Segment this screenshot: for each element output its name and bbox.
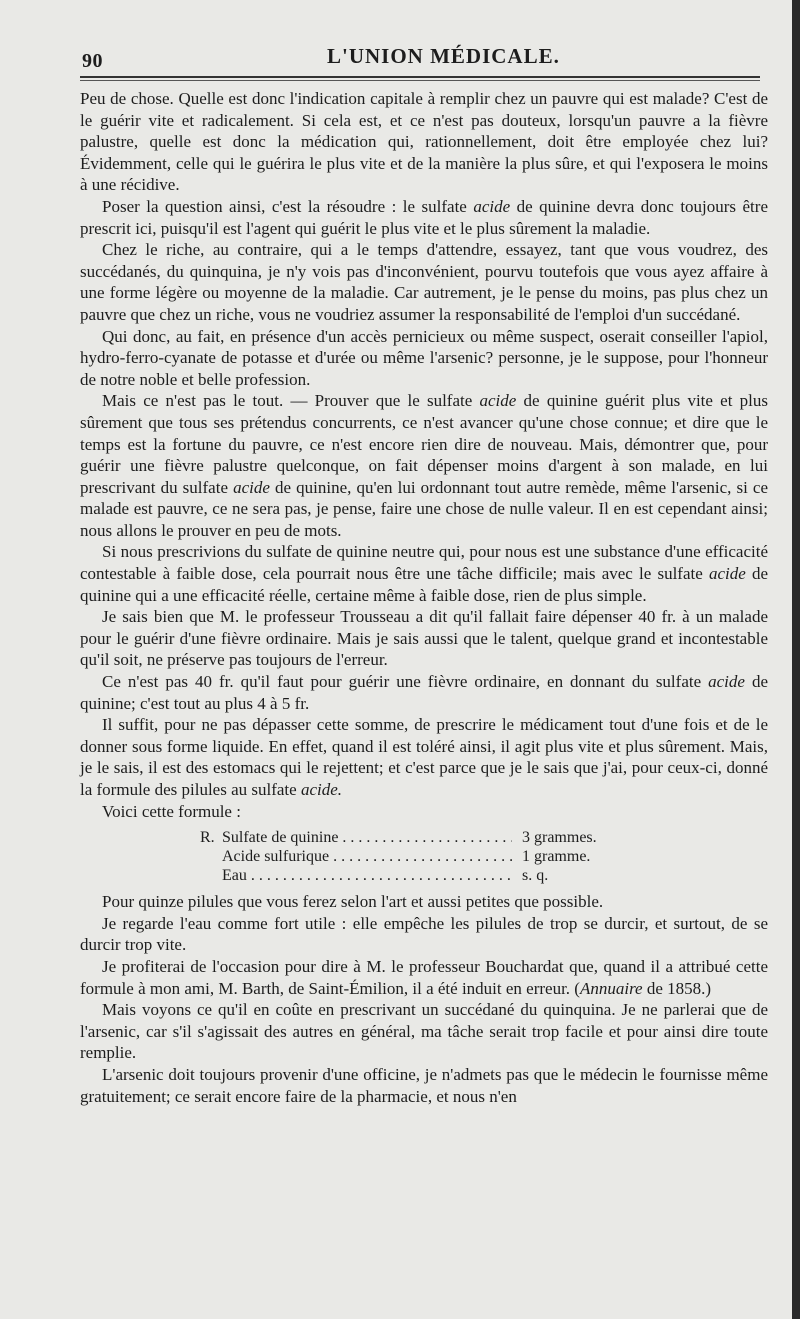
paragraph-7: Je sais bien que M. le professeur Trousseau a dit qu'il fallait faire dépenser 40 fr. à un malade pour le guérir d'une fièvre ordinaire. Mais je sais aussi que le talent, quelque grand et incontestable qu'il soit, ne préserve pas toujours de l'erreur. <box>80 607 768 670</box>
paragraph-10: Voici cette formule : <box>102 801 241 821</box>
paragraph-2: Poser la question ainsi, c'est la résoudre : le sulfate acide de quinine devra donc toujours être prescrit ici, puisqu'il est l'agent qui guérit le plus vite et le plus sûrement la maladie. <box>80 196 768 238</box>
formula-row: Acide sulfurique . . . 1 gramme. <box>200 847 768 866</box>
body-text <box>80 88 768 1107</box>
paragraph-15: L'arsenic doit toujours provenir d'une officine, je n'admets pas que le médecin le fournisse même gratuitement; ce serait encore faire de la pharmacie, et nous n'en <box>80 1064 768 1106</box>
paragraph-11: Pour quinze pilules que vous ferez selon l'art et aussi petites que possible. <box>102 892 604 912</box>
page-header <box>82 38 772 78</box>
formula-row: Eau . . . s. q. <box>200 866 768 885</box>
paragraph-1: Peu de chose. Quelle est donc l'indication capitale à remplir chez un pauvre qui est malade? C'est de le guérir vite et radicalement. Si cela est, et ce n'est pas douteux, lorsqu'un pauvre a la fièvre palustre, quelle est donc la médication qui, rationnellement, doit être employée chez lui? Évidemment, celle qui le guérira le plus vite et de la manière la plus sûre, et qui l'exposera le moins à une récidive. <box>80 89 768 195</box>
header-rule-thin <box>80 80 760 81</box>
paragraph-6: Si nous prescrivions du sulfate de quinine neutre qui, pour nous est une substance d'une efficacité contestable à faible dose, cela pourrait nous être une tâche difficile; mais avec le sulfate acide de quinine qui a une efficacité réelle, certaine même à faible dose, rien de plus simple. <box>80 542 769 605</box>
paragraph-13: Je profiterai de l'occasion pour dire à M. le professeur Bouchardat que, quand il a attribué cette formule à mon ami, M. Barth, de Saint-Émilion, il a été induit en erreur. (Annuaire de 1858.) <box>80 956 768 998</box>
formula-row: R. Sulfate de quinine . . . 3 grammes. <box>200 828 768 847</box>
paragraph-8: Ce n'est pas 40 fr. qu'il faut pour guérir une fièvre ordinaire, en donnant du sulfate acide de quinine; c'est tout au plus 4 à 5 fr. <box>80 672 768 713</box>
page-number: 90 <box>82 50 103 72</box>
running-head: L'UNION MÉDICALE. <box>327 44 560 68</box>
header-rule <box>80 76 760 78</box>
paragraph-9: Il suffit, pour ne pas dépasser cette somme, de prescrire le médicament tout d'une fois et de le donner sous forme liquide. En effet, quand il est toléré ainsi, il agit plus vite et plus sûrement. Mais, je le sais, il est des estomacs qui le rejettent; et c'est parce que je le sais que j'ai, pour ceux-ci, donné la formule des pilules au sulfate acide. <box>80 715 768 799</box>
paragraph-12: Je regarde l'eau comme fort utile : elle empêche les pilules de trop se durcir, et surtout, de se durcir trop vite. <box>80 913 768 955</box>
paragraph-5: Mais ce n'est pas le tout. — Prouver que le sulfate acide de quinine guérit plus vite et plus sûrement que tous ses prétendus concurrents, ce n'est avancer qu'une chose connue; et dire que le temps est la fortune du pauvre, ce n'est encore rien dire de nouveau. Mais, démontrer que, pour guérir une fièvre palustre quelconque, on fait dépenser moins d'argent à son malade, en lui prescrivant du sulfate acide de quinine, qu'en lui ordonnant tout autre remède, même l'arsenic, si ce malade est pauvre, ce ne sera pas, je pense, faire une chose de nulle valeur. Il en est cependant ainsi; nous allons le prouver en peu de mots. <box>80 391 768 540</box>
formula-block <box>200 828 768 885</box>
paragraph-14: Mais voyons ce qu'il en coûte en prescrivant un succédané du quinquina. Je ne parlerai que de l'arsenic, car s'il s'agissait des autres en général, ma tâche serait trop facile et pour ainsi dire toute remplie. <box>80 1000 768 1063</box>
scan-edge <box>792 0 800 1319</box>
paragraph-3: Chez le riche, au contraire, qui a le temps d'attendre, essayez, tant que vous voudrez, des succédanés, du quinquina, je n'y vois pas d'inconvénient, pourvu toutefois que vous ayez affaire à une forme légère ou moyenne de la maladie. Car autrement, je le pense du moins, pas plus chez un pauvre que chez un riche, vous ne voudriez assumer la responsabilité de l'emploi d'un succédané. <box>80 240 768 324</box>
paragraph-4: Qui donc, au fait, en présence d'un accès pernicieux ou même suspect, oserait conseiller l'apiol, hydro-ferro-cyanate de potasse et d'urée ou même l'arsenic? personne, je le suppose, pour l'honneur de notre noble et belle profession. <box>80 326 768 389</box>
